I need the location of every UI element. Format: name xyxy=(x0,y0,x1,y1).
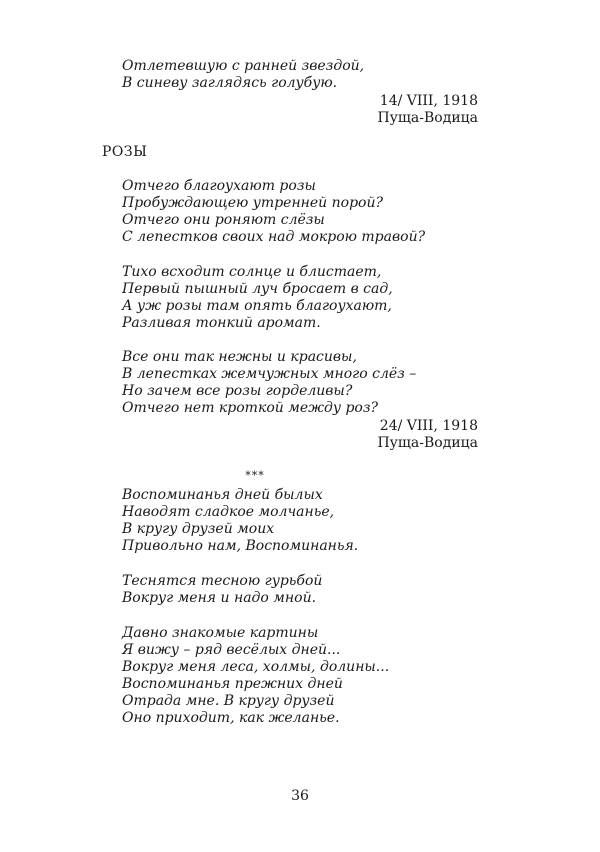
poem-line: Оно приходит, как желанье. xyxy=(122,710,340,726)
poem-line: С лепестков своих над мокрою травой? xyxy=(122,229,426,245)
poem-place: Пуща-Водица xyxy=(377,435,478,451)
poem-title: РОЗЫ xyxy=(102,144,148,160)
poem-date: 24/ VIII, 1918 xyxy=(379,418,478,434)
poem-line: Привольно нам, Воспоминанья. xyxy=(122,538,359,554)
section-separator: *** xyxy=(245,469,265,482)
poem-line: Вокруг меня леса, холмы, долины... xyxy=(122,659,390,675)
poem-date: 14/ VIII, 1918 xyxy=(379,93,478,109)
poem-line: Отчего они роняют слёзы xyxy=(122,212,325,228)
poem-place: Пуща-Водица xyxy=(377,110,478,126)
poem-line: Разливая тонкий аромат. xyxy=(122,315,321,331)
poem-line: Давно знакомые картины xyxy=(122,625,319,641)
poem-line: Воспоминанья дней былых xyxy=(122,487,323,503)
poem-line: Наводят сладкое молчанье, xyxy=(122,504,335,520)
poem-line: Все они так нежны и красивы, xyxy=(122,349,357,365)
poem-line: Отчего нет кроткой между роз? xyxy=(122,400,378,416)
poem-line: Вокруг меня и надо мной. xyxy=(122,590,317,606)
poem-line: Я вижу – ряд весёлых дней... xyxy=(122,642,341,658)
poem-line: Отрада мне. В кругу друзей xyxy=(122,693,335,709)
poem-line: В кругу друзей моих xyxy=(122,521,275,537)
poem-line: Пробуждающею утренней порой? xyxy=(122,195,383,211)
poem-line: В синеву заглядясь голубую. xyxy=(122,75,338,91)
poem-line: Тихо всходит солнце и блистает, xyxy=(122,264,382,280)
poem-line: В лепестках жемчужных много слёз – xyxy=(122,366,417,382)
poem-line: Но зачем все розы горделивы? xyxy=(122,383,353,399)
poem-line: Отлетевшую с ранней звездой, xyxy=(122,58,365,74)
poem-line: А уж розы там опять благоухают, xyxy=(122,298,392,314)
poem-line: Отчего благоухают розы xyxy=(122,178,316,194)
poem-line: Первый пышный луч бросает в сад, xyxy=(122,281,393,297)
page-number: 36 xyxy=(291,788,309,804)
poem-line: Воспоминанья прежних дней xyxy=(122,676,343,692)
poem-line: Теснятся тесною гурьбой xyxy=(122,573,323,589)
